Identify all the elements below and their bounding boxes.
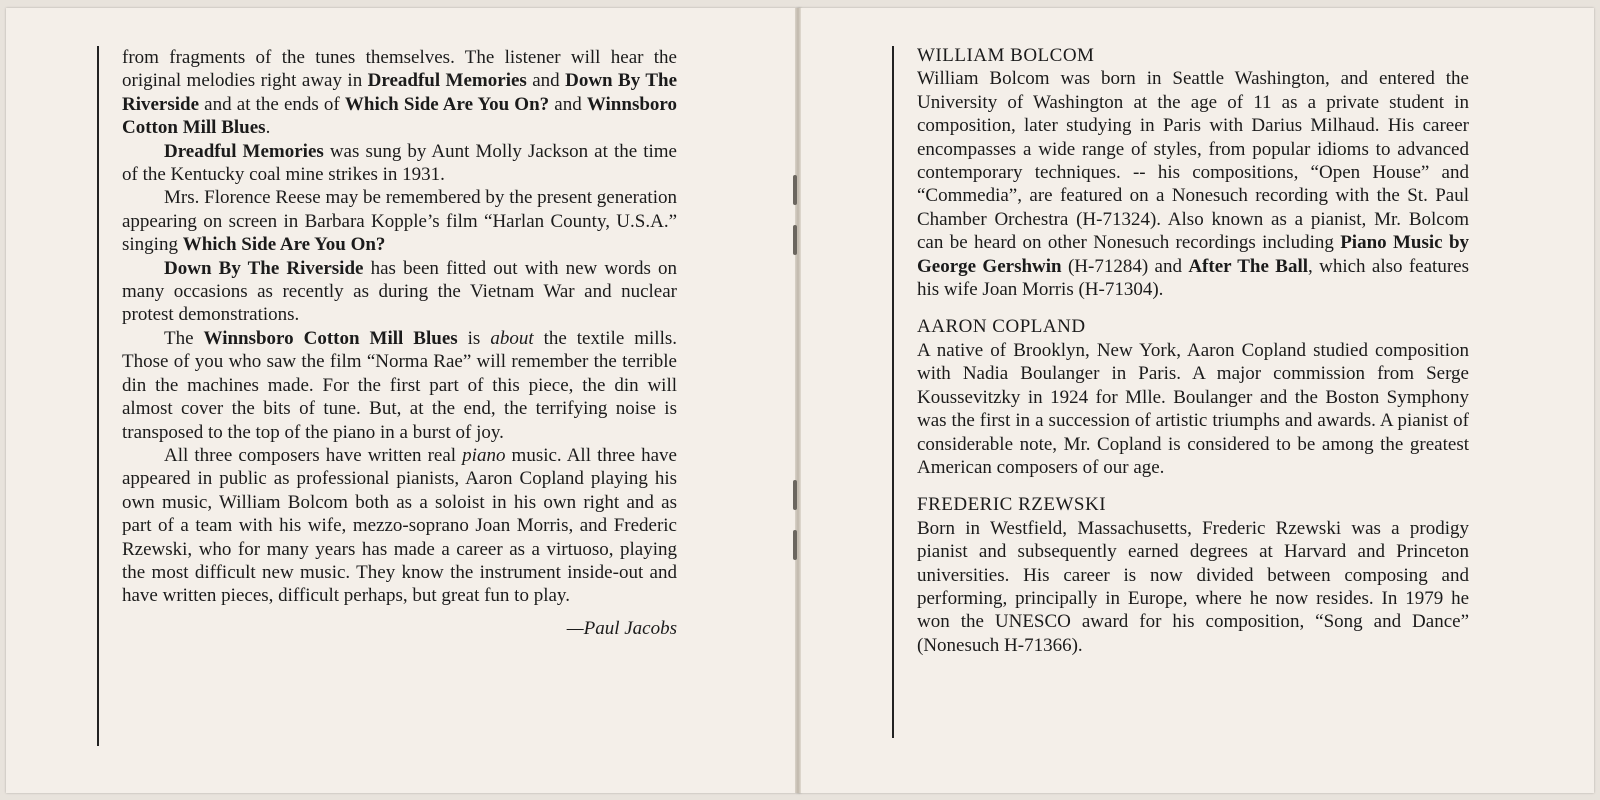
- text-run: is: [457, 327, 491, 349]
- staple-mark: [793, 175, 797, 205]
- text-run: .: [265, 117, 271, 139]
- song-title: Which Side Are You On?: [182, 234, 386, 256]
- text-run: and: [526, 70, 566, 92]
- staple-mark: [793, 225, 797, 255]
- song-title: Down By The Riverside: [122, 70, 677, 115]
- text-run: (H-71284) and: [1061, 255, 1189, 277]
- composer-bios-column: [917, 44, 1469, 671]
- bio-copland: [917, 315, 1469, 479]
- text-run: was sung by Aunt Molly Jackson at the time of the Kentucky coal mine strikes in 1931.: [122, 140, 677, 186]
- right-margin-rule: [892, 46, 894, 738]
- text-run: and at the ends of: [199, 93, 345, 115]
- song-title: Dreadful Memories: [164, 140, 324, 162]
- paragraph: [122, 444, 677, 608]
- song-title: Dreadful Memories: [367, 70, 527, 92]
- album-title: After The Ball: [1188, 255, 1308, 277]
- emphasis: piano: [462, 444, 506, 466]
- text-run: from fragments of the tunes themselves. The listener will hear the original melodies right away in: [122, 47, 677, 92]
- album-title: Piano Music by George Gershwin: [917, 232, 1470, 277]
- bio-text: Born in Westfield, Massachusetts, Frederic Rzewski was a prodigy pianist and subsequently earned degrees at Harvard and Princeton universities. His career is now divided between composing and performing, principally in Europe, where he now resides. In 1979 he won the UNESCO award for his composition, “Song and Dance” (Nonesuch H-71366).: [917, 517, 1469, 656]
- text-run: Mrs. Florence Reese may be remembered by the present generation appearing on screen in Barbara Kopple’s film “Harlan County, U.S.A.” singing: [122, 187, 677, 256]
- text-run: the textile mills. Those of you who saw the film “Norma Rae” will remember the terrible din the machines made. For the first part of this piece, the din will almost cover the bits of tune. But, at the end, the terrifying noise is transposed to the top of the piano in a burst of joy.: [122, 327, 677, 443]
- bio-text: A native of Brooklyn, New York, Aaron Copland studied composition with Nadia Boulanger in Paris. A major commission from Serge Koussevitzky in 1924 for Mlle. Boulanger and the Boston Symphony was the first in a succession of artistic triumphs and awards. A pianist of considerable note, Mr. Copland is considered to be among the greatest American composers of our age.: [917, 339, 1469, 478]
- bio-heading: FREDERIC RZEWSKI: [917, 494, 1107, 516]
- paragraph: [122, 186, 677, 256]
- song-title: Which Side Are You On?: [344, 93, 550, 115]
- booklet-gutter: [795, 8, 801, 793]
- bio-heading: AARON COPLAND: [917, 316, 1086, 338]
- bio-bolcom: [917, 44, 1469, 301]
- paragraph: [122, 140, 677, 187]
- song-title: Winnsboro Cotton Mill Blues: [203, 327, 458, 349]
- paragraph: [122, 327, 677, 444]
- text-run: William Bolcom was born in Seattle Washington, and entered the University of Washington at the age of 11 as a private student in composition, later studying in Paris with Darius Milhaud. His career encompasses a wide range of styles, from popular idioms to advanced contemporary techniques. -- his compositions, “Open House” and “Commedia”, are featured on a Nonesuch recording with the St. Paul Chamber Orchestra (H-71324). Also known as a pianist, Mr. Bolcom can be heard on other Nonesuch recordings including: [917, 68, 1469, 254]
- staple-mark: [793, 530, 797, 560]
- text-run: All three composers have written real: [164, 444, 463, 466]
- song-title: Winnsboro Cotton Mill Blues: [122, 93, 677, 139]
- bio-text: [917, 67, 1469, 301]
- staple-mark: [793, 480, 797, 510]
- author-signature: —Paul Jacobs: [566, 617, 677, 639]
- text-run: , which also features his wife Joan Morris (H-71304).: [917, 255, 1469, 301]
- text-run: has been fitted out with new words on many occasions as recently as during the Vietnam War and nuclear protest demonstrations.: [122, 257, 677, 326]
- paragraph: [122, 46, 677, 140]
- liner-notes-column: [122, 46, 677, 640]
- bio-rzewski: [917, 493, 1469, 657]
- text-run: The: [164, 327, 204, 349]
- text-run: music. All three have appeared in public as professional pianists, Aaron Copland playing his own music, William Bolcom both as a soloist in his own right and as part of a team with his wife, mezzo-soprano Joan Morris, and Frederic Rzewski, who for many years has made a career as a virtuoso, playing the most difficult new music. They know the instrument inside-out and have written pieces, difficult perhaps, but great fun to play.: [122, 444, 677, 607]
- left-margin-rule: [97, 46, 99, 746]
- song-title: Down By The Riverside: [164, 257, 364, 279]
- paragraph: [122, 257, 677, 327]
- text-run: and: [549, 93, 587, 115]
- bio-heading: WILLIAM BOLCOM: [917, 45, 1095, 66]
- emphasis: about: [490, 327, 534, 349]
